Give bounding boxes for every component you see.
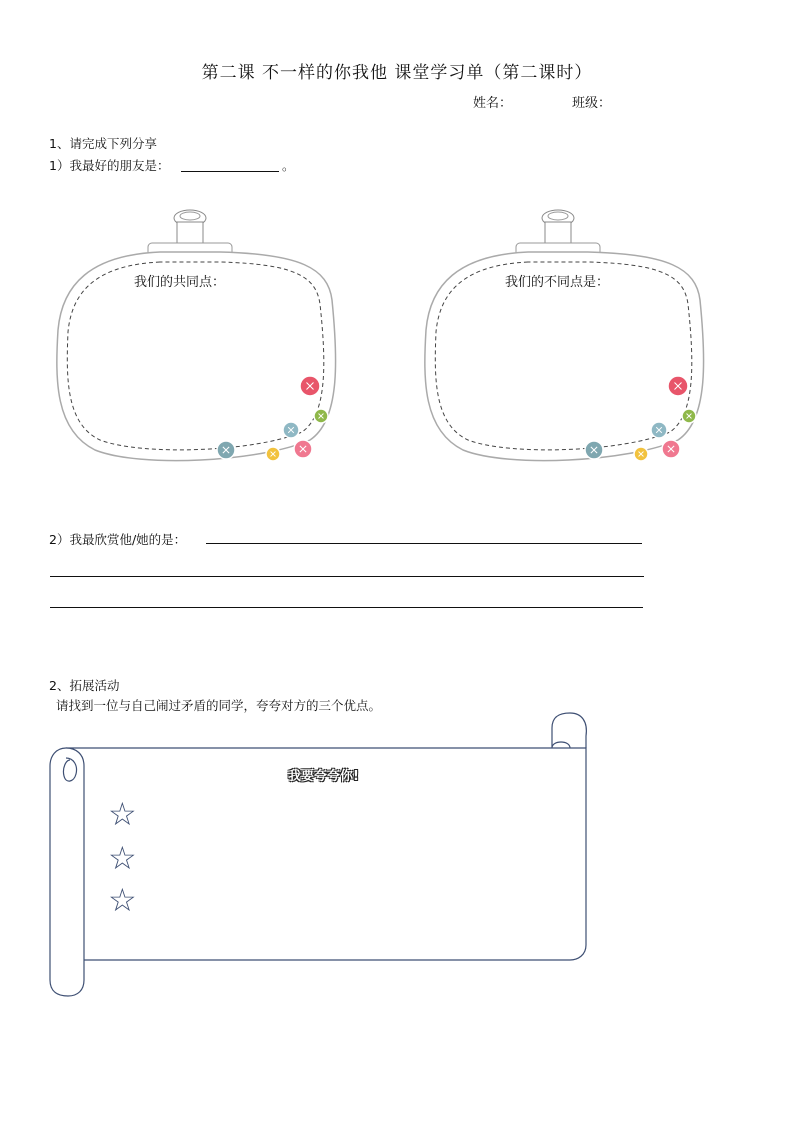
section1-heading: 1、请完成下列分享 [49, 136, 157, 151]
section2-instruction: 请找到一位与自己闹过矛盾的同学，夸夸对方的三个优点。 [56, 698, 382, 713]
name-label: 姓名： [473, 96, 513, 111]
q2-prompt: 2）我最欣赏他/她的是： [49, 532, 187, 547]
star-icon: ☆ [108, 839, 137, 877]
star-icon: ☆ [108, 881, 137, 919]
bubble-left-label: 我们的共同点： [134, 275, 226, 290]
class-label: 班级： [572, 96, 612, 111]
star-icon: ☆ [108, 795, 137, 833]
q1-prompt: 1）我最好的朋友是： [49, 158, 170, 173]
q1-suffix: 。 [282, 158, 295, 173]
scroll-title: 我要夸夸你! [288, 769, 359, 784]
bubble-right-label: 我们的不同点是： [505, 275, 610, 290]
section2-heading: 2、拓展活动 [49, 678, 120, 693]
page-title: 第二课 不一样的你我他 课堂学习单（第二课时） [201, 63, 593, 83]
